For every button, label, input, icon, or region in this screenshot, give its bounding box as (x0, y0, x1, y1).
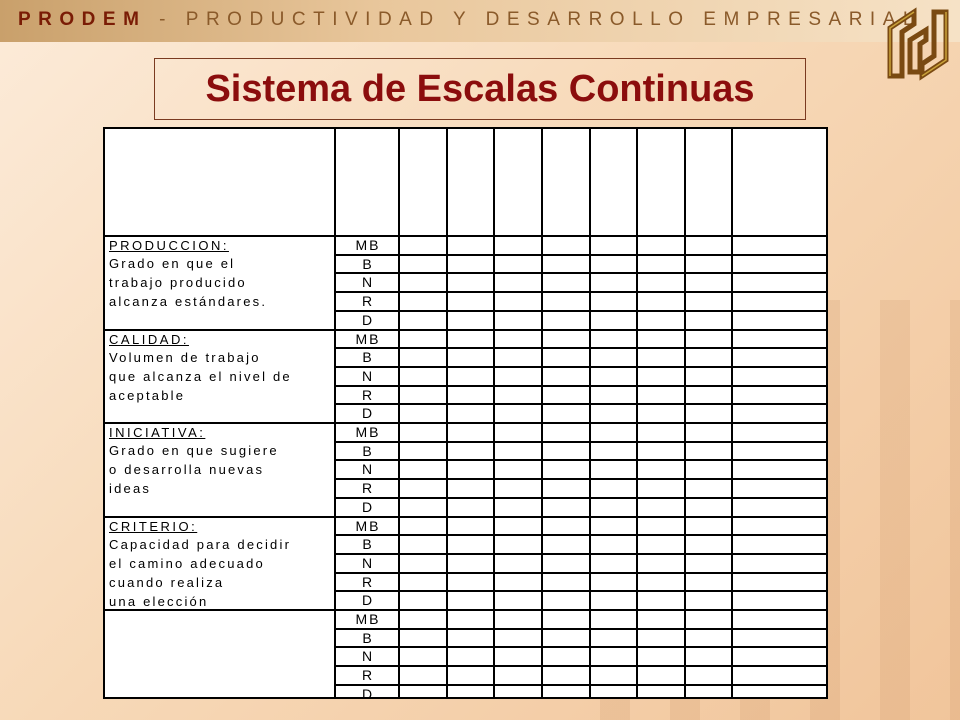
rating-row-divider (334, 478, 826, 480)
rating-row-divider (334, 347, 826, 349)
rating-label: B (362, 629, 374, 646)
brand-name: PRODEM (18, 9, 147, 30)
criterion-separator (105, 609, 826, 611)
criterion-title: INICIATIVA: (109, 425, 206, 440)
rating-label: D (361, 405, 375, 422)
rating-label: MB (355, 424, 381, 440)
rating-row-divider (334, 272, 826, 274)
rating-label: N (361, 274, 375, 291)
criterion-separator (105, 422, 826, 424)
rating-row-divider (334, 534, 826, 536)
criterion-separator (105, 235, 826, 237)
rating-row-divider (334, 403, 826, 405)
rating-row-divider (334, 572, 826, 574)
criterion-title: CALIDAD: (109, 331, 189, 347)
header-subtitle: - PRODUCTIVIDAD Y DESARROLLO EMPRESARIAL (146, 9, 921, 30)
criterion-title: PRODUCCION: (109, 238, 229, 253)
table-column-divider (636, 129, 638, 697)
table-column-divider (446, 129, 448, 697)
table-column-divider (731, 129, 733, 697)
rating-row-divider (334, 385, 826, 387)
rating-label: B (362, 536, 374, 553)
criterion-separator (105, 329, 826, 331)
rating-label: D (361, 498, 375, 515)
criterion-title: CRITERIO: (109, 518, 198, 534)
rating-label: D (361, 592, 375, 609)
rating-label: R (361, 480, 375, 497)
prodem-logo-icon (884, 6, 952, 82)
criterion-description: Grado en que sugiere o desarrolla nuevas ideas (109, 443, 279, 496)
rating-label: D (361, 311, 375, 328)
rating-label: B (362, 255, 374, 272)
table-column-divider (589, 129, 591, 697)
rating-row-divider (334, 665, 826, 667)
rating-row-divider (334, 291, 826, 293)
rating-row-divider (334, 441, 826, 443)
rating-row-divider (334, 254, 826, 256)
rating-label: B (362, 442, 374, 459)
table-column-divider (493, 129, 495, 697)
rating-label: R (361, 386, 375, 403)
rating-row-divider (334, 310, 826, 312)
table-column-divider (684, 129, 686, 697)
rating-row-divider (334, 497, 826, 499)
rating-label: N (361, 367, 375, 384)
header-text (18, 9, 921, 31)
rating-label: R (361, 667, 375, 684)
rating-row-divider (334, 590, 826, 592)
criterion-description: Grado en que el trabajo producido alcanza estándares. (109, 256, 268, 309)
rating-row-divider (334, 646, 826, 648)
rating-row-divider (334, 628, 826, 630)
rating-label: R (361, 293, 375, 310)
rating-label: MB (355, 611, 381, 627)
rating-label: MB (355, 237, 381, 253)
table-column-divider (541, 129, 543, 697)
rating-label: R (361, 573, 375, 590)
criterion-separator (105, 516, 826, 518)
criterion-description: Capacidad para decidir el camino adecuado cuando realiza una elección (109, 536, 292, 609)
rating-row-divider (334, 459, 826, 461)
rating-label: MB (355, 330, 381, 347)
rating-label: N (361, 648, 375, 665)
rating-row-divider (334, 553, 826, 555)
rating-label: B (362, 349, 374, 366)
rating-label: N (361, 461, 375, 478)
rating-label: D (361, 685, 375, 702)
evaluation-table (103, 127, 828, 702)
page-title: Sistema de Escalas Continuas (205, 67, 755, 110)
header-band (0, 0, 960, 42)
rating-row-divider (334, 684, 826, 686)
rating-row-divider (334, 366, 826, 368)
rating-label: MB (355, 517, 381, 534)
rating-label: N (361, 554, 375, 571)
title-box (154, 58, 806, 120)
criterion-description: Volumen de trabajo que alcanza el nivel de aceptable (109, 349, 292, 403)
